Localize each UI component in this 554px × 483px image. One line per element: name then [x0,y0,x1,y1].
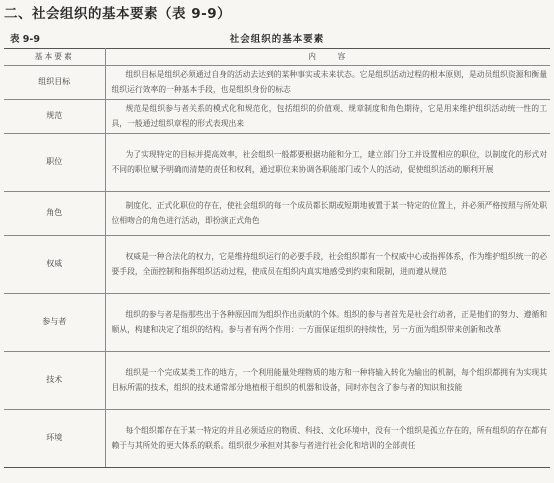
row-label: 环境 [4,410,105,468]
header-content: 内 容 [105,49,550,66]
row-label: 规范 [4,100,105,134]
row-content: 规范是组织参与者关系的模式化和规范化，包括组织的价值观、规章制度和角色期待，它是用来维护组织活动统一性的工具，一般通过组织章程的形式表现出来 [105,100,550,134]
row-content: 制度化、正式化职位的存在，使社会组织的每一个成员都长期或短期地被置于某一特定的位置上，并必须严格按照与所处职位相吻合的角色进行活动，即扮演正式角色 [105,192,550,236]
row-content: 每个组织都存在于某一特定的并且必须适应的物质、科技、文化环境中，没有一个组织是孤立存在的，所有组织的存在都有赖于与其所处的更大体系的联系。组织很少承担对其参与者进行社会化和培训的全部责任 [105,410,550,468]
header-element: 基本要素 [4,49,105,66]
row-label: 职位 [4,134,105,192]
table-row [4,134,550,192]
row-content: 组织的参与者是指那些出于各种原因而为组织作出贡献的个体。组织的参与者首先是社会行动者，正是他们的努力、遵循和顺从，构建和决定了组织的结构。参与者有两个作用：一方面保证组织的持续性，另一方面为组织带来创新和改革 [105,294,550,352]
row-label: 技术 [4,352,105,410]
row-content: 权威是一种合法化的权力，它是维持组织运行的必要手段，社会组织都有一个权威中心或指挥体系，作为维护组织统一的必要手段，全面控制和指挥组织活动过程，使成员在组织内真实地感受到约束和限制，进而遵从规范 [105,236,550,294]
table-row [4,352,550,410]
table-caption [4,31,550,45]
elements-table [4,48,550,468]
section-heading: 二、社会组织的基本要素（表 9-9） [4,6,232,22]
table-row [4,192,550,236]
table-row [4,100,550,134]
row-content: 组织是一个完成某类工作的地方，一个利用能量处理物质的地方和一种将输入转化为输出的机制，每个组织都拥有为实现其目标所需的技术，组织的技术通常部分地植根于组织的机器和设备，同时亦包含了参与者的知识和技能 [105,352,550,410]
table-number: 表 9-9 [10,34,40,45]
table-row [4,294,550,352]
row-label: 组织目标 [4,66,105,100]
row-content: 组织目标是组织必须通过自身的活动去达到的某种事实或未来状态。它是组织活动过程的根本原则，是动员组织资源和衡量组织运行效率的一种基本手段，也是组织身份的标志 [105,66,550,100]
row-label: 参与者 [4,294,105,352]
row-label: 权威 [4,236,105,294]
table-row [4,236,550,294]
row-label: 角色 [4,192,105,236]
table-title: 社会组织的基本要素 [229,34,325,45]
table-row [4,410,550,468]
table-row [4,66,550,100]
table-header-row [4,49,550,66]
row-content: 为了实现特定的目标并提高效率，社会组织一般都要根据功能和分工，建立部门分工并设置相应的职位，以制度化的形式对不同的职位赋予明确而清楚的责任和权利，通过职位来协调各职能部门或个人的活动，促使组织活动的顺利开展 [105,134,550,192]
